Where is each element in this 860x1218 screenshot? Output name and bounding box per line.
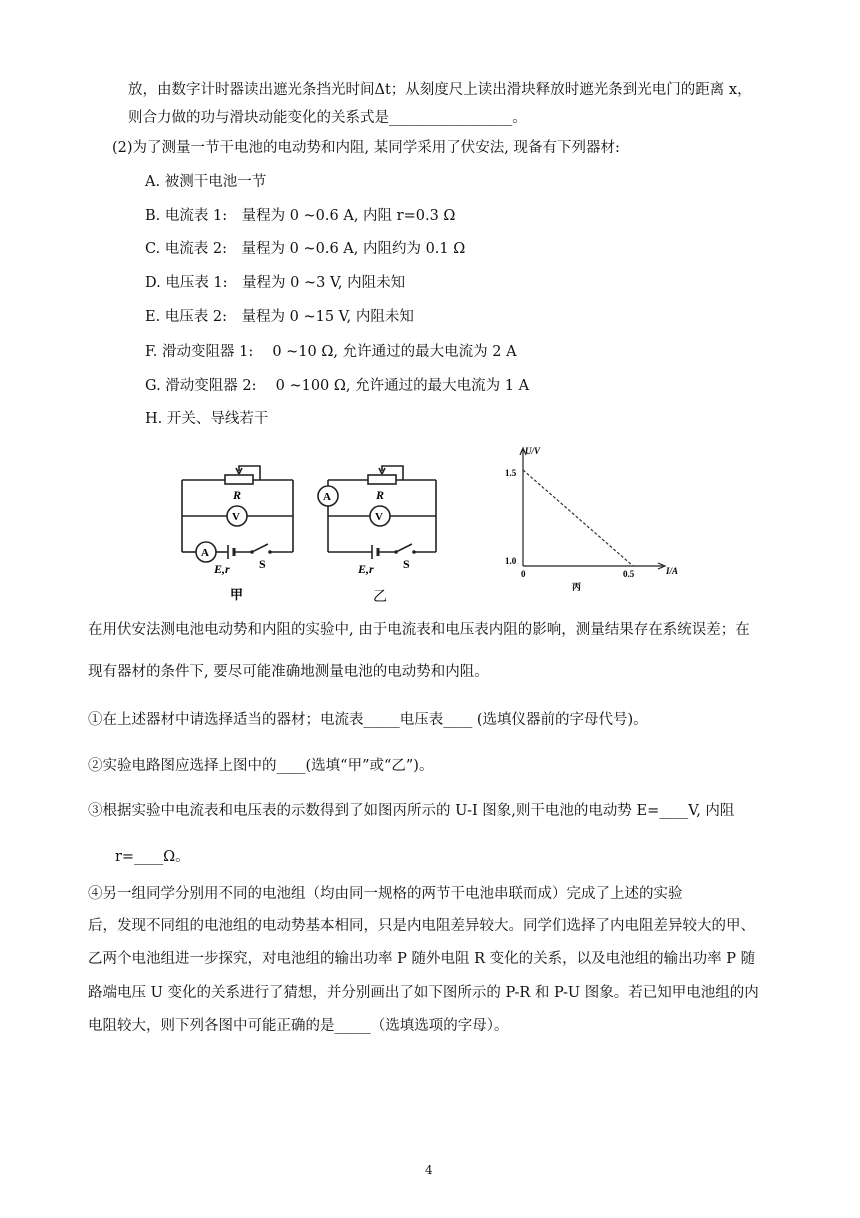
equipment-item-e: E. 电压表 2: 量程为 0 ~15 V, 内阻未知 — [145, 309, 414, 325]
jia-r-label: R — [233, 488, 242, 502]
question-3: ③根据实验中电流表和电压表的示数得到了如图丙所示的 U-I 图象,则干电池的电动势 E=____V, 内阻 — [88, 803, 735, 819]
question-4-line-4: 路端电压 U 变化的关系进行了猜想，并分别画出了如下图所示的 P-R 和 P-U 图象。若已知甲电池组的内 — [88, 985, 759, 1001]
ui-ytick-top: 1.5 — [505, 468, 517, 478]
body-paragraph-1: 在用伏安法测电池电动势和内阻的实验中, 由于电流表和电压表内阻的影响，测量结果存在系统误差；在 — [88, 622, 750, 638]
ui-ylabel: U/V — [525, 446, 541, 456]
ui-caption: 丙 — [572, 582, 582, 592]
question-4-line-2: 后，发现不同组的电池组的电动势基本相同，只是内电阻差异较大。同学们选择了内电阻差异较大的甲、 — [88, 918, 755, 934]
ui-xtick-end: 0.5 — [623, 569, 635, 579]
yi-s-label: S — [403, 557, 410, 571]
question-3-continued: r=____Ω。 — [115, 849, 190, 865]
yi-v-label: V — [375, 511, 383, 523]
jia-a-label: A — [201, 547, 209, 559]
equipment-item-d: D. 电压表 1: 量程为 0 ~3 V, 内阻未知 — [145, 275, 406, 291]
ui-ytick-bottom: 1.0 — [505, 556, 517, 566]
equipment-item-h: H. 开关、导线若干 — [145, 411, 269, 427]
circuit-diagram-yi — [312, 455, 452, 605]
question-2: ②实验电路图应选择上图中的____(选填“甲”或“乙”)。 — [88, 758, 434, 774]
intro-line-2: 则合力做的功与滑块动能变化的关系式是_________________。 — [128, 110, 527, 126]
part2-heading: (2)为了测量一节干电池的电动势和内阻, 某同学采用了伏安法, 现备有下列器材: — [112, 140, 620, 156]
jia-er-label: E,r — [214, 562, 230, 576]
jia-caption: 甲 — [230, 587, 244, 602]
ui-data-line — [523, 470, 633, 566]
yi-er-label: E,r — [358, 562, 374, 576]
page-number: 4 — [425, 1163, 433, 1177]
intro-line-1: 放，由数字计时器读出遮光条挡光时间Δt；从刻度尺上读出滑块释放时遮光条到光电门的距离 x， — [128, 82, 752, 98]
circuit-diagram-jia — [170, 455, 310, 605]
ui-graph-bing — [495, 440, 705, 600]
equipment-item-a: A. 被测干电池一节 — [145, 174, 267, 190]
question-4-line-3: 乙两个电池组进一步探究，对电池组的输出功率 P 随外电阻 R 变化的关系，以及电池组的输出功率 P 随 — [88, 951, 756, 967]
question-1: ①在上述器材中请选择适当的器材；电流表_____电压表____ (选填仪器前的字母代号)。 — [88, 712, 648, 728]
jia-s-label: S — [259, 557, 266, 571]
yi-caption: 乙 — [373, 590, 387, 605]
equipment-item-c: C. 电流表 2: 量程为 0 ~0.6 A, 内阻约为 0.1 Ω — [145, 241, 466, 257]
jia-v-label: V — [232, 511, 240, 523]
equipment-item-g: G. 滑动变阻器 2: 0 ~100 Ω, 允许通过的最大电流为 1 A — [145, 378, 530, 394]
yi-r-label: R — [376, 488, 385, 502]
question-4-line-1: ④另一组同学分别用不同的电池组（均由同一规格的两节干电池串联而成）完成了上述的实验 — [88, 886, 683, 902]
yi-a-label: A — [323, 491, 331, 503]
ui-xlabel: I/A — [666, 566, 679, 576]
equipment-item-b: B. 电流表 1: 量程为 0 ~0.6 A, 内阻 r=0.3 Ω — [145, 208, 456, 224]
question-4-line-5: 电阻较大，则下列各图中可能正确的是_____（选填选项的字母）。 — [88, 1018, 509, 1034]
equipment-item-f: F. 滑动变阻器 1: 0 ~10 Ω, 允许通过的最大电流为 2 A — [145, 344, 517, 360]
body-paragraph-2: 现有器材的条件下, 要尽可能准确地测量电池的电动势和内阻。 — [88, 664, 489, 680]
ui-xtick-0: 0 — [521, 569, 526, 579]
